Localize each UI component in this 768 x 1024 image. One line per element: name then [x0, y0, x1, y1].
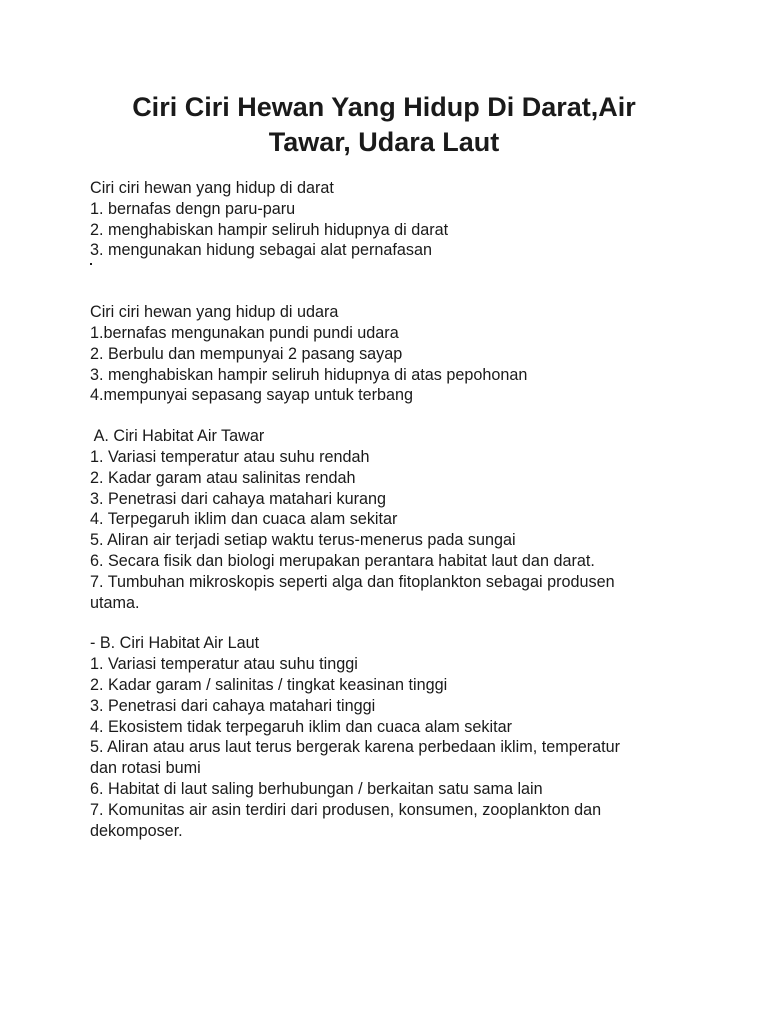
list-item: 2. Kadar garam atau salinitas rendah — [90, 468, 356, 487]
list-item: 3. menghabiskan hampir seliruh hidupnya di atas pepohonan — [90, 365, 528, 384]
list-item: 3. mengunakan hidung sebagai alat pernafasan — [90, 241, 433, 260]
list-item: 1. bernafas dengn paru-paru — [90, 199, 296, 218]
list-item: 4.mempunyai sepasang sayap untuk terbang — [90, 386, 414, 405]
list-item-continuation: dekomposer. — [90, 821, 183, 840]
list-item: 4. Ekosistem tidak terpegaruh iklim dan cuaca alam sekitar — [90, 717, 512, 736]
document-body — [90, 178, 690, 841]
list-item-continuation: dan rotasi bumi — [90, 759, 201, 778]
list-item: 6. Habitat di laut saling berhubungan / berkaitan satu sama lain — [90, 779, 543, 798]
section-darat — [90, 178, 690, 261]
list-item: 1.bernafas mengunakan pundi pundi udara — [90, 323, 399, 342]
list-item: 2. Berbulu dan mempunyai 2 pasang sayap — [90, 344, 403, 363]
title-line-1: Ciri Ciri Hewan Yang Hidup Di Darat,Air — [132, 92, 636, 122]
list-item: 5. Aliran atau arus laut terus bergerak karena perbedaan iklim, temperatur — [90, 738, 620, 757]
section-air-tawar — [90, 426, 690, 613]
section-heading: Ciri ciri hewan yang hidup di darat — [90, 179, 334, 197]
list-item: 4. Terpegaruh iklim dan cuaca alam sekitar — [90, 510, 398, 529]
document-title — [90, 90, 678, 160]
section-heading: - B. Ciri Habitat Air Laut — [90, 634, 260, 653]
section-udara — [90, 302, 690, 406]
list-item: 7. Tumbuhan mikroskopis seperti alga dan fitoplankton sebagai produsen — [90, 572, 615, 591]
list-item: 3. Penetrasi dari cahaya matahari tinggi — [90, 696, 376, 715]
section-heading: A. Ciri Habitat Air Tawar — [90, 427, 265, 446]
list-item: 1. Variasi temperatur atau suhu rendah — [90, 447, 370, 466]
title-line-2: Tawar, Udara Laut — [268, 127, 500, 157]
list-item: 5. Aliran air terjadi setiap waktu terus-menerus pada sungai — [90, 531, 516, 550]
section-heading: Ciri ciri hewan yang hidup di udara — [90, 303, 339, 322]
list-item: 3. Penetrasi dari cahaya matahari kurang — [90, 489, 387, 508]
stray-mark — [90, 263, 92, 265]
list-item-continuation: utama. — [90, 593, 140, 612]
list-item: 2. menghabiskan hampir seliruh hidupnya di darat — [90, 220, 449, 239]
list-item: 1. Variasi temperatur atau suhu tinggi — [90, 655, 358, 674]
section-air-laut — [90, 633, 690, 841]
list-item: 7. Komunitas air asin terdiri dari produsen, konsumen, zooplankton dan — [90, 800, 602, 819]
list-item: 6. Secara fisik dan biologi merupakan perantara habitat laut dan darat. — [90, 551, 595, 570]
list-item: 2. Kadar garam / salinitas / tingkat keasinan tinggi — [90, 675, 448, 694]
